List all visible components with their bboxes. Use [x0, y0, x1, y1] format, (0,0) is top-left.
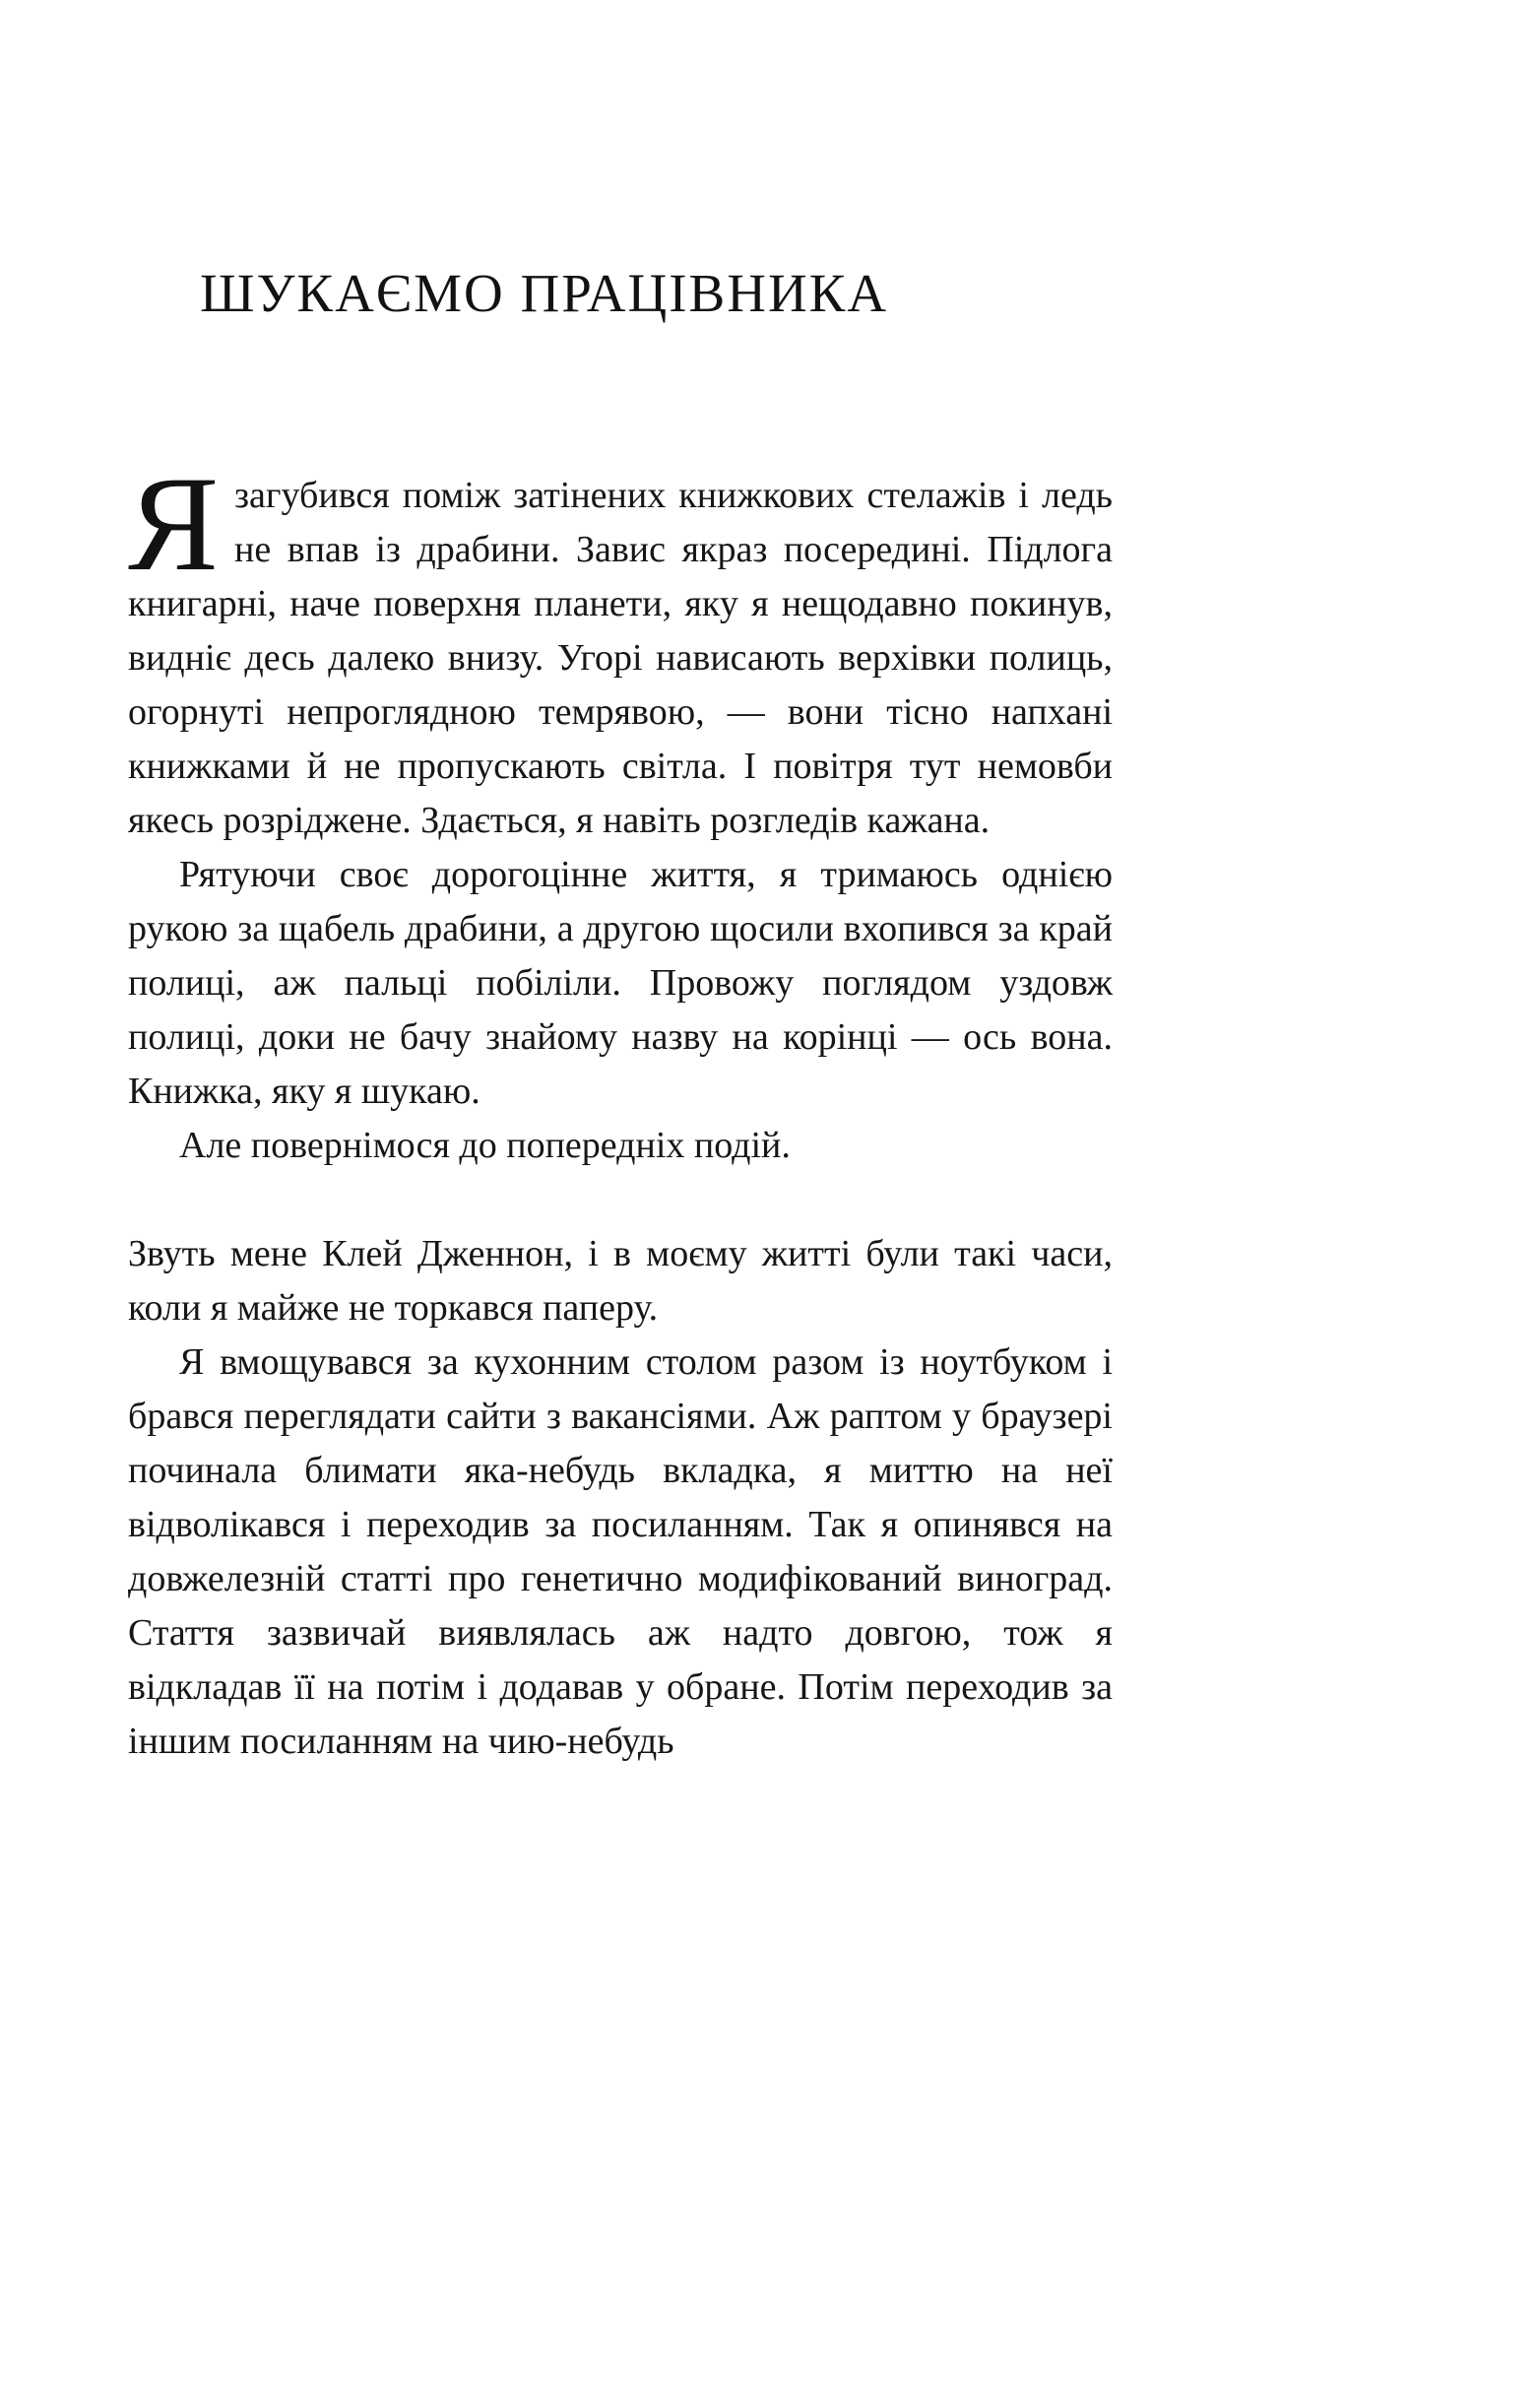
- paragraph: Рятуючи своє дорогоцінне життя, я тримаюсь однією рукою за щабель драбини, а другою щосили вхопився за край полиці, аж пальці побіліли. Провожу поглядом уздовж полиці, доки не бачу знайому назву на корінці — ось вона. Книжка, яку я шукаю.: [128, 854, 1113, 1112]
- paragraph: Звуть мене Клей Дженнон, і в моєму житті були такі часи, коли я майже не торкався паперу.: [128, 1233, 1113, 1329]
- paragraph: Я вмощувався за кухонним столом разом із ноутбуком і брався переглядати сайти з вакансіями. Аж раптом у браузері починала блимати яка-небудь вкладка, я миттю на неї відволікався і переходив за посиланням. Так я опинявся на довжелезній статті про генетично модифікований виноград. Стаття зазвичай виявлялась аж надто довгою, тож я відкладав її на потім і додавав у обране. Потім переходив за іншим посиланням на чию-небудь: [128, 1341, 1113, 1762]
- text-block: [128, 448, 1113, 1769]
- paragraph: Але повернімося до попередніх подій.: [179, 1125, 791, 1166]
- chapter-title: ШУКАЄМО ПРАЦІВНИКА: [200, 263, 889, 323]
- dropcap-letter: Я: [128, 448, 220, 599]
- paragraph-text: загубився поміж затінених книжкових стелажів і ледь не впав із драбини. Завис якраз посередині. Підлога книгарні, наче поверхня планети, яку я нещодавно покинув, видніє десь далеко внизу. Угорі нависають верхівки полиць, огорнуті непроглядною темрявою, — вони тісно напхані книжками й не пропускають світла. І повітря тут немовби якесь розріджене. Здається, я навіть розгледів кажана.: [128, 475, 1113, 841]
- paragraph: [128, 448, 1113, 848]
